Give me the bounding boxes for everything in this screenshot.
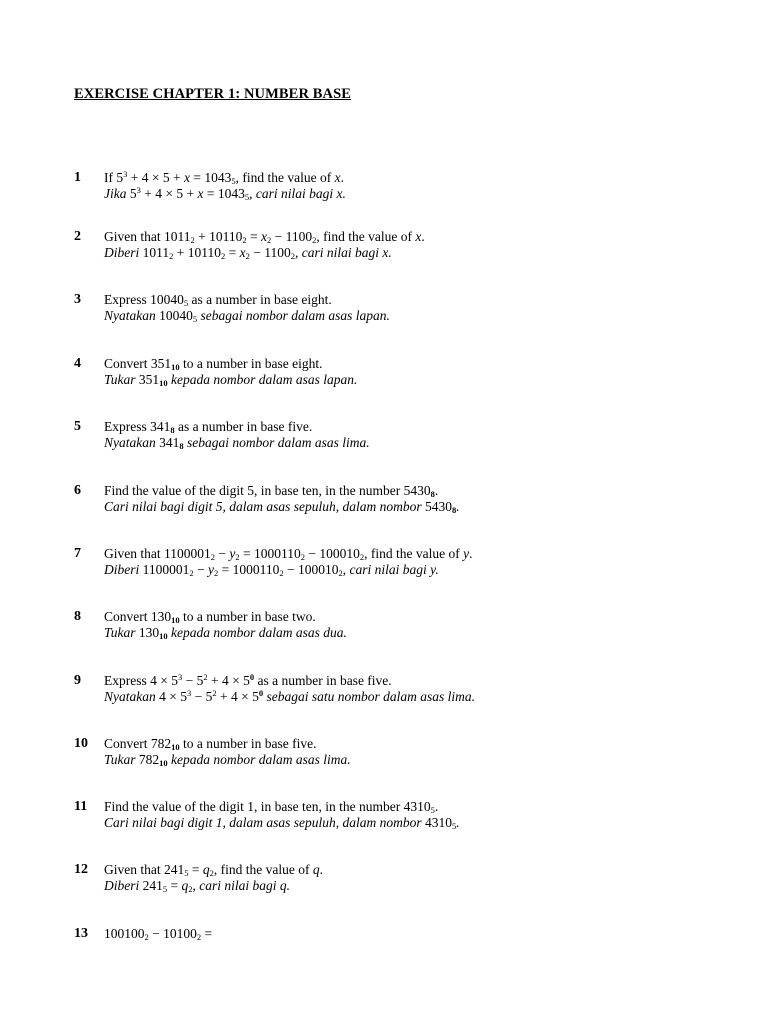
question-text-english: Find the value of the digit 5, in base ten, in the number $5430_8$. (104, 483, 439, 499)
page-title: EXERCISE CHAPTER 1: NUMBER BASE (74, 86, 352, 102)
question-text-malay: Nyatakan $10040_5$ sebagai nombor dalam asas lapan. (104, 308, 390, 324)
question-number: 4 (74, 356, 81, 371)
question-text-malay: Nyatakan $341_8$ sebagai nombor dalam asas lima. (104, 435, 370, 451)
question-text-english: $100100_2 - 10100_2$ = (104, 926, 213, 942)
question-number: 5 (74, 419, 81, 434)
question-text-english: If $5^3 + 4 \times 5 + x = 1043_5$, find the value of x. (104, 169, 344, 186)
question-text-malay: Tukar $130_{10}$ kepada nombor dalam asas dua. (104, 625, 347, 641)
question-text-malay: Cari nilai bagi digit 5, dalam asas sepuluh, dalam nombor $5430_8$. (104, 499, 460, 515)
question-text-malay: Tukar $782_{10}$ kepada nombor dalam asas lima. (104, 752, 351, 768)
question-text-english: Find the value of the digit 1, in base ten, in the number $4310_5$. (104, 799, 439, 815)
question-number: 12 (74, 862, 88, 877)
question-text-english: Convert $130_{10}$ to a number in base two. (104, 609, 316, 625)
question-text-english: Given that $1100001_2 - y_2 = 1000110_2 - 100010_2$, find the value of y. (104, 546, 473, 562)
question-text-english: Given that $1011_2 + 10110_2 = x_2 - 1100_2$, find the value of x. (104, 229, 425, 245)
question-number: 9 (74, 673, 81, 688)
question-text-english: Given that $241_5 = q_2$, find the value of q. (104, 862, 323, 878)
question-text-malay: Jika $5^3 + 4 \times 5 + x = 1043_5$, cari nilai bagi x. (104, 185, 346, 202)
question-number: 1 (74, 170, 81, 185)
question-number: 8 (74, 609, 81, 624)
question-number: 2 (74, 229, 81, 244)
question-text-malay: Diberi $241_5 = q_2$, cari nilai bagi q. (104, 878, 290, 894)
question-text-english: Express $4 \times 5^3 - 5^2 + 4 \times 5^0$ as a number in base five. (104, 672, 392, 688)
question-text-english: Convert $782_{10}$ to a number in base five. (104, 736, 317, 752)
question-number: 7 (74, 546, 81, 561)
question-text-malay: Diberi $1100001_2 - y_2 = 1000110_2 - 100010_2$, cari nilai bagi y. (104, 562, 439, 578)
question-number: 13 (74, 926, 88, 941)
question-number: 3 (74, 292, 81, 307)
question-text-malay: Cari nilai bagi digit 1, dalam asas sepuluh, dalam nombor $4310_5$. (104, 815, 460, 831)
question-text-english: Express $10040_5$ as a number in base eight. (104, 292, 332, 308)
question-number: 11 (74, 799, 88, 814)
question-text-malay: Nyatakan $4 \times 5^3 - 5^2 + 4 \times 5^0$ sebagai satu nombor dalam asas lima. (104, 688, 475, 704)
question-text-malay: Tukar $351_{10}$ kepada nombor dalam asas lapan. (104, 372, 358, 388)
question-text-english: Convert $351_{10}$ to a number in base eight. (104, 356, 323, 372)
question-text-malay: Diberi $1011_2 + 10110_2 = x_2 - 1100_2$, cari nilai bagi x. (104, 245, 392, 261)
question-text-english: Express $341_8$ as a number in base five. (104, 419, 313, 435)
question-number: 10 (74, 736, 88, 751)
question-number: 6 (74, 483, 81, 498)
